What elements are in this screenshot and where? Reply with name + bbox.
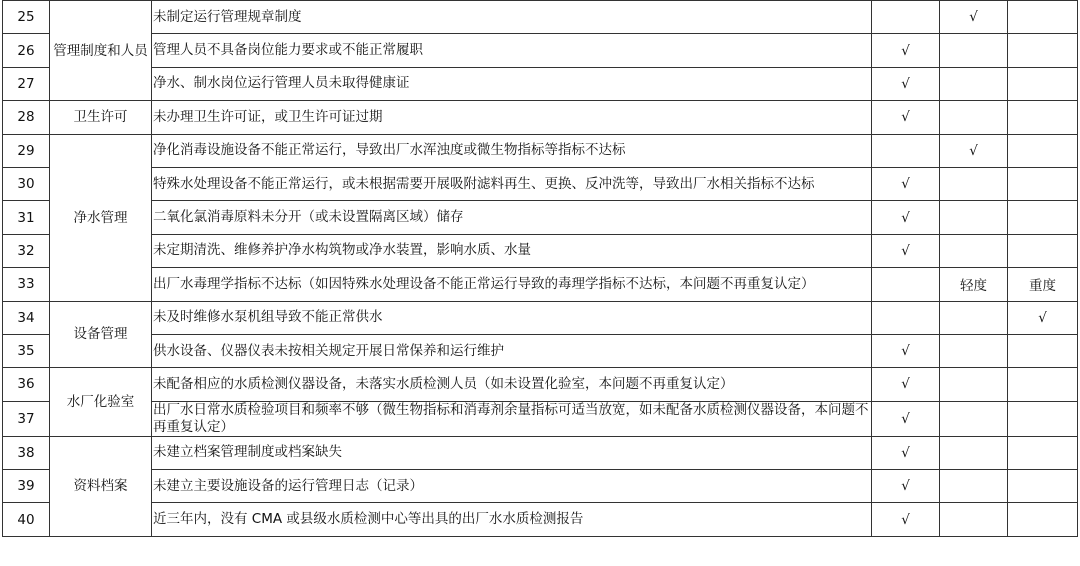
row-number: 29: [3, 134, 50, 167]
severity-col1-mark: √: [872, 34, 940, 67]
category-cell: 水厂化验室: [50, 368, 152, 436]
category-cell: 设备管理: [50, 301, 152, 368]
severity-col3-mark: √: [1008, 301, 1078, 334]
table-row: [3, 1, 1078, 34]
table-row: [3, 167, 1078, 200]
severity-col3-mark: [1008, 201, 1078, 234]
problem-description: 近三年内，没有 CMA 或县级水质检测中心等出具的出厂水水质检测报告: [152, 503, 872, 536]
severity-col3-mark: [1008, 503, 1078, 536]
severity-col1-mark: √: [872, 503, 940, 536]
row-number: 38: [3, 436, 50, 469]
severity-col2-mark: √: [940, 1, 1008, 34]
severity-col2-mark: √: [940, 134, 1008, 167]
category-cell: 卫生许可: [50, 101, 152, 134]
severity-col1-mark: √: [872, 470, 940, 503]
category-cell: 资料档案: [50, 436, 152, 536]
problem-description: 未定期清洗、维修养护净水构筑物或净水装置，影响水质、水量: [152, 234, 872, 267]
severity-col1-mark: √: [872, 67, 940, 100]
severity-col1-mark: [872, 134, 940, 167]
problem-description: 出厂水毒理学指标不达标（如因特殊水处理设备不能正常运行导致的毒理学指标不达标，本问题不再重复认定）: [152, 268, 872, 301]
table-row: [3, 436, 1078, 469]
problem-description: 未制定运行管理规章制度: [152, 1, 872, 34]
row-number: 36: [3, 368, 50, 401]
problem-description: 未建立主要设施设备的运行管理日志（记录）: [152, 470, 872, 503]
problem-description: 净水、制水岗位运行管理人员未取得健康证: [152, 67, 872, 100]
severity-col1-mark: [872, 1, 940, 34]
severity-col1-mark: [872, 268, 940, 301]
table-row: [3, 368, 1078, 401]
category-cell: 净水管理: [50, 134, 152, 301]
severity-col2-mark: [940, 301, 1008, 334]
table-row: [3, 268, 1078, 301]
row-number: 32: [3, 234, 50, 267]
problem-description: 管理人员不具备岗位能力要求或不能正常履职: [152, 34, 872, 67]
table-row: [3, 101, 1078, 134]
table-row: [3, 401, 1078, 436]
problem-description: 供水设备、仪器仪表未按相关规定开展日常保养和运行维护: [152, 334, 872, 367]
table-row: [3, 334, 1078, 367]
severity-col2-mark: [940, 401, 1008, 436]
severity-col3-mark: [1008, 167, 1078, 200]
table-row: [3, 234, 1078, 267]
problem-description: 未配备相应的水质检测仪器设备，未落实水质检测人员（如未设置化验室，本问题不再重复认定）: [152, 368, 872, 401]
severity-col3-mark: [1008, 134, 1078, 167]
severity-col2-mark: [940, 234, 1008, 267]
problem-description: 净化消毒设施设备不能正常运行，导致出厂水浑浊度或微生物指标等指标不达标: [152, 134, 872, 167]
problem-description: 出厂水日常水质检验项目和频率不够（微生物指标和消毒剂余量指标可适当放宽，如未配备水质检测仪器设备，本问题不再重复认定）: [152, 401, 872, 436]
row-number: 40: [3, 503, 50, 536]
severity-col3-mark: [1008, 1, 1078, 34]
problem-description: 未及时维修水泵机组导致不能正常供水: [152, 301, 872, 334]
severity-col1-mark: √: [872, 334, 940, 367]
row-number: 34: [3, 301, 50, 334]
severity-col2-mark: [940, 67, 1008, 100]
problem-description: 二氧化氯消毒原料未分开（或未设置隔离区域）储存: [152, 201, 872, 234]
severity-col2-mark: [940, 436, 1008, 469]
severity-col3-mark: [1008, 34, 1078, 67]
row-number: 25: [3, 1, 50, 34]
category-cell: 管理制度和人员: [50, 1, 152, 101]
severity-col3-mark: [1008, 470, 1078, 503]
severity-col2-mark: [940, 503, 1008, 536]
table-row: [3, 67, 1078, 100]
row-number: 30: [3, 167, 50, 200]
severity-col1-mark: √: [872, 167, 940, 200]
row-number: 35: [3, 334, 50, 367]
severity-col3-mark: [1008, 368, 1078, 401]
severity-col2-mark: 轻度: [940, 268, 1008, 301]
problem-description: 特殊水处理设备不能正常运行，或未根据需要开展吸附滤料再生、更换、反冲洗等，导致出厂水相关指标不达标: [152, 167, 872, 200]
row-number: 33: [3, 268, 50, 301]
severity-col2-mark: [940, 470, 1008, 503]
severity-col2-mark: [940, 368, 1008, 401]
problem-description: 未办理卫生许可证，或卫生许可证过期: [152, 101, 872, 134]
severity-col3-mark: 重度: [1008, 268, 1078, 301]
row-number: 37: [3, 401, 50, 436]
severity-col2-mark: [940, 167, 1008, 200]
severity-col3-mark: [1008, 234, 1078, 267]
severity-col3-mark: [1008, 67, 1078, 100]
row-number: 28: [3, 101, 50, 134]
severity-col1-mark: [872, 301, 940, 334]
row-number: 27: [3, 67, 50, 100]
severity-col3-mark: [1008, 401, 1078, 436]
severity-col1-mark: √: [872, 201, 940, 234]
severity-col1-mark: √: [872, 368, 940, 401]
table-row: [3, 201, 1078, 234]
table-row: [3, 470, 1078, 503]
severity-col1-mark: √: [872, 401, 940, 436]
row-number: 31: [3, 201, 50, 234]
problem-description: 未建立档案管理制度或档案缺失: [152, 436, 872, 469]
severity-col2-mark: [940, 34, 1008, 67]
table-row: [3, 301, 1078, 334]
table-row: [3, 134, 1078, 167]
severity-col2-mark: [940, 201, 1008, 234]
severity-col3-mark: [1008, 436, 1078, 469]
table-row: [3, 503, 1078, 536]
severity-col1-mark: √: [872, 101, 940, 134]
severity-col3-mark: [1008, 101, 1078, 134]
severity-col2-mark: [940, 334, 1008, 367]
table-row: [3, 34, 1078, 67]
severity-col1-mark: √: [872, 234, 940, 267]
severity-col2-mark: [940, 101, 1008, 134]
severity-col1-mark: √: [872, 436, 940, 469]
row-number: 39: [3, 470, 50, 503]
inspection-table: [2, 0, 1078, 537]
severity-col3-mark: [1008, 334, 1078, 367]
row-number: 26: [3, 34, 50, 67]
